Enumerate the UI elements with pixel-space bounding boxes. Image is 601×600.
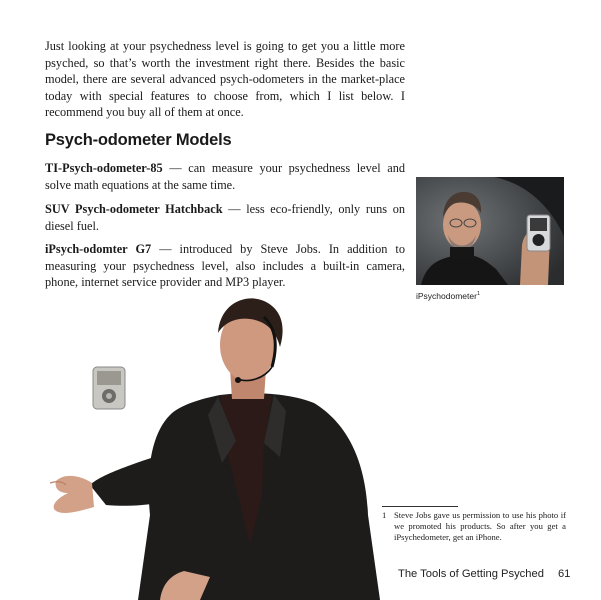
running-footer [398,568,570,580]
model-entry [45,241,405,291]
footnote-text: Steve Jobs gave us permission to use his photo if we promoted his products. So after you get a iPsychedometer, get an iPhone. [394,510,566,543]
page-number: 61 [557,568,571,580]
tossed-device-image [92,366,126,410]
caption-text: iPsychodometer [416,291,477,301]
model-name: iPsych-odomter G7 [45,242,152,256]
footnote-number: 1 [382,510,387,520]
section-heading: Psych-odometer Models [45,131,232,149]
model-description: — less eco-friendly, only runs on diesel fuel. [45,202,405,233]
model-entry [45,201,405,234]
model-description: — can measure your psychedness level and solve math equations at the same time. [45,161,405,192]
model-description: — introduced by Steve Jobs. In addition to measuring your psychedness level, also includes a built-in camera, phone, internet service provider and MP3 player. [45,242,405,290]
model-entry [45,160,405,193]
model-name: TI-Psych-odometer-85 [45,161,163,175]
man-tossing-device-photo [50,295,380,600]
intro-paragraph: Just looking at your psychedness level is going to get you a little more psyched, so that’s worth the investment right there. Besides the basic model, there are several advanced psych-odometers in the market-place today with special features to choose from, which I list below. I recommend you buy all of them at once. [45,39,405,120]
photo-caption [416,291,480,301]
footer-title: The Tools of Getting Psyched [398,568,544,580]
caption-footnote-ref: 1 [476,291,481,298]
footnote [382,510,566,544]
presenter-photo [416,177,564,285]
model-name: SUV Psych-odometer Hatchback [45,202,223,216]
footnote-divider [382,506,458,507]
